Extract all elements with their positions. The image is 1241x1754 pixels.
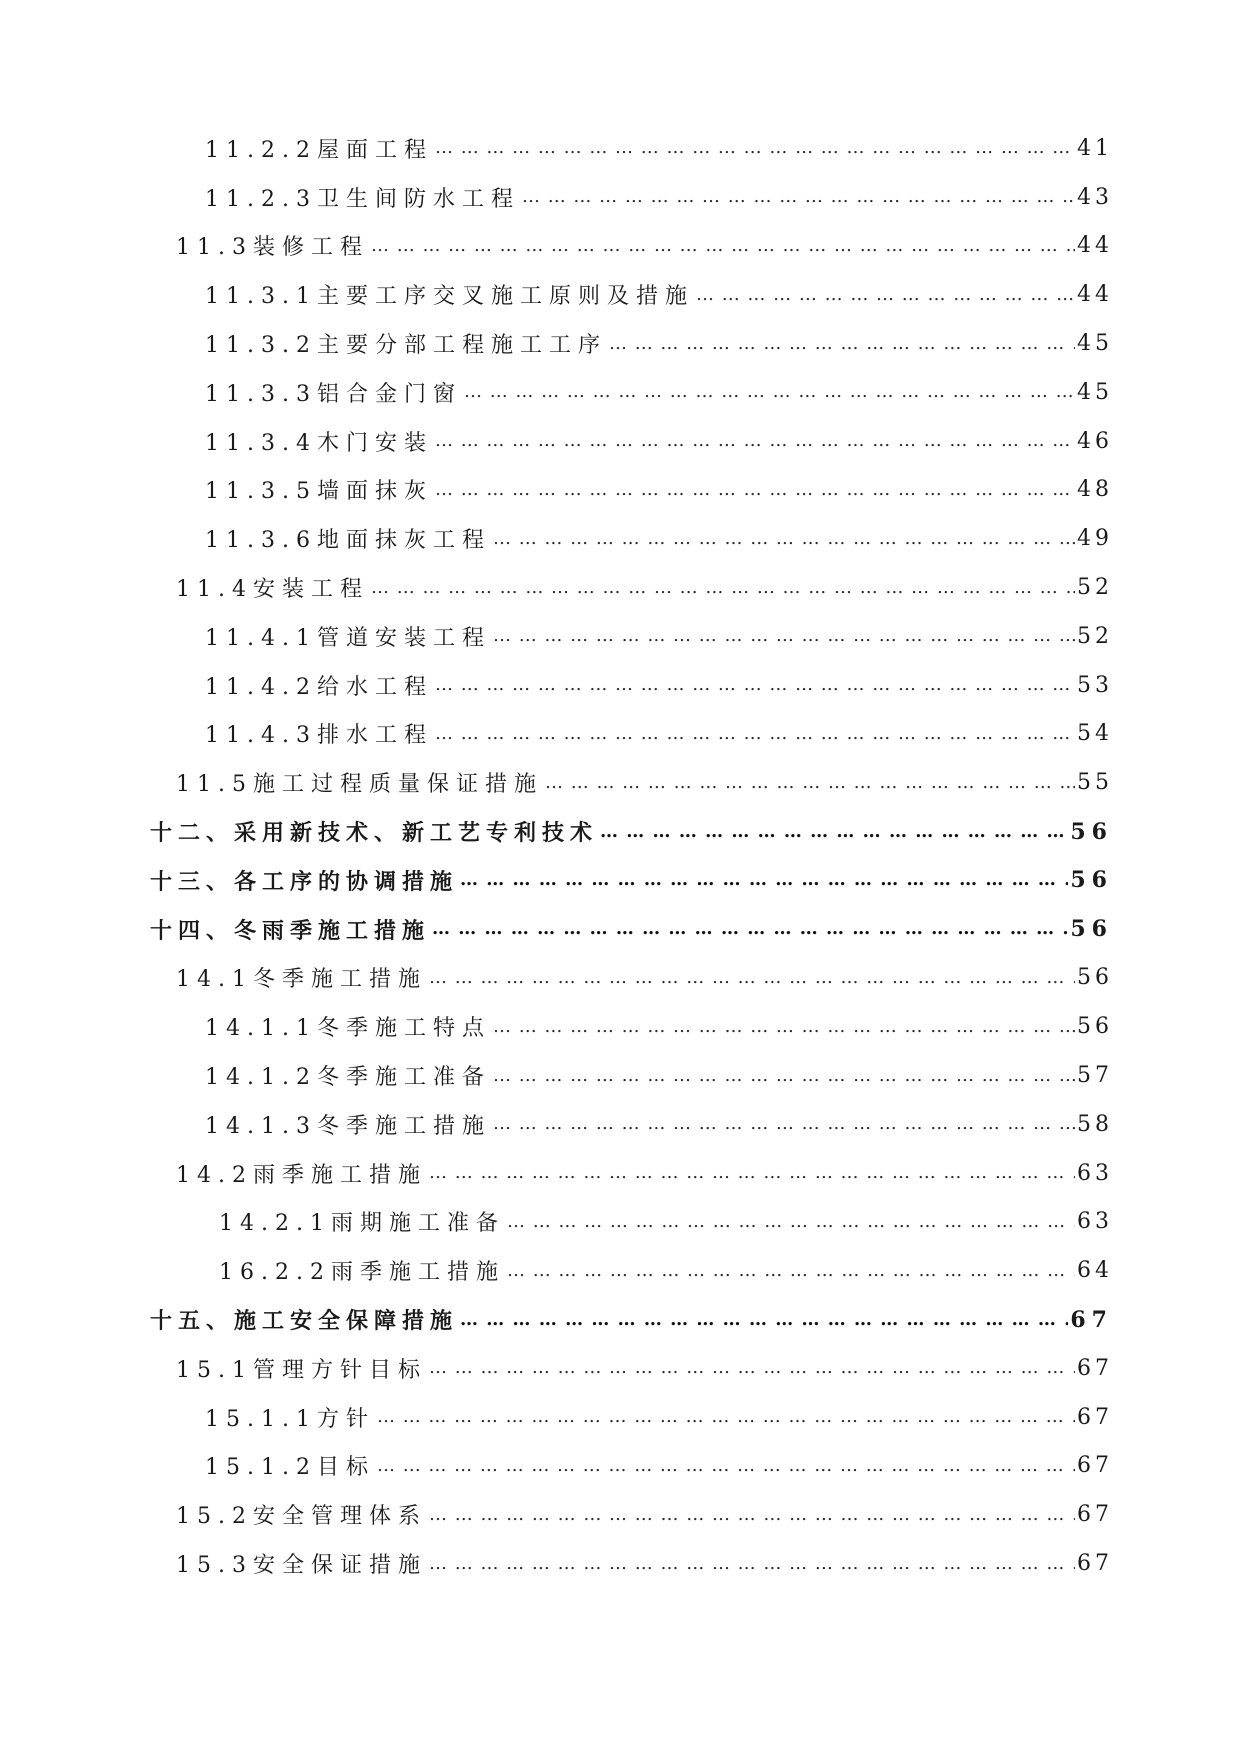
- toc-entry-title: 11.3.2主要分部工程施工工序: [205, 333, 607, 359]
- toc-dot-leader: [460, 871, 1068, 889]
- toc-entry-page-number: 43: [1077, 184, 1113, 210]
- toc-entry-title: 十二、采用新技术、新工艺专利技术: [150, 820, 599, 847]
- toc-entry[interactable]: [0, 173, 1241, 222]
- toc-entry[interactable]: [0, 1393, 1241, 1442]
- toc-dot-leader: [371, 579, 1075, 597]
- toc-entry[interactable]: [0, 1442, 1241, 1491]
- toc-dot-leader: [507, 1262, 1075, 1280]
- toc-entry-page-number: 58: [1077, 1111, 1113, 1137]
- toc-entry[interactable]: [0, 319, 1241, 368]
- toc-entry-title: 15.1.1方针: [205, 1406, 375, 1432]
- toc-entry[interactable]: [0, 270, 1241, 319]
- toc-entry[interactable]: [0, 1149, 1241, 1198]
- toc-entry[interactable]: [0, 954, 1241, 1003]
- toc-dot-leader: [600, 823, 1068, 841]
- toc-entry-title: 11.5施工过程质量保证措施: [176, 772, 543, 798]
- toc-entry[interactable]: [0, 222, 1241, 271]
- toc-dot-leader: [429, 1164, 1075, 1182]
- toc-entry-page-number: 44: [1077, 233, 1113, 259]
- toc-dot-leader: [429, 1359, 1075, 1377]
- toc-entry-title: 11.3.4木门安装: [205, 430, 433, 456]
- toc-entry-page-number: 48: [1077, 477, 1113, 503]
- toc-entry-title: 15.1管理方针目标: [176, 1357, 427, 1383]
- toc-entry-page-number: 52: [1077, 575, 1113, 601]
- toc-dot-leader: [522, 188, 1075, 206]
- toc-entry[interactable]: [0, 1246, 1241, 1295]
- toc-entry-title: 11.3.1主要工序交叉施工原则及措施: [205, 284, 694, 310]
- toc-entry-page-number: 56: [1070, 818, 1113, 845]
- toc-dot-leader: [493, 627, 1075, 645]
- toc-entry-page-number: 56: [1070, 867, 1113, 894]
- toc-entry[interactable]: [0, 758, 1241, 807]
- toc-entry-title: 11.4安装工程: [176, 577, 369, 603]
- table-of-contents: [0, 124, 1241, 1588]
- toc-entry-title: 15.2安全管理体系: [176, 1504, 427, 1530]
- toc-dot-leader: [435, 139, 1075, 157]
- toc-entry-title: 14.1.2冬季施工准备: [205, 1065, 491, 1091]
- toc-entry-title: 11.4.2给水工程: [205, 674, 433, 700]
- toc-entry-title: 14.1.3冬季施工措施: [205, 1113, 491, 1139]
- toc-entry[interactable]: [0, 710, 1241, 759]
- toc-entry-title: 11.3装修工程: [176, 235, 369, 261]
- toc-entry-page-number: 67: [1077, 1551, 1113, 1576]
- toc-entry-page-number: 67: [1070, 1306, 1113, 1333]
- toc-dot-leader: [377, 1457, 1075, 1475]
- toc-dot-leader: [493, 1067, 1075, 1085]
- toc-entry-title: 11.2.3卫生间防水工程: [205, 186, 520, 212]
- toc-entry-page-number: 49: [1077, 526, 1113, 552]
- toc-dot-leader: [493, 1018, 1075, 1036]
- toc-entry-title: 14.2雨季施工措施: [176, 1162, 427, 1188]
- toc-entry-page-number: 64: [1077, 1258, 1113, 1284]
- toc-entry[interactable]: [0, 1002, 1241, 1051]
- toc-dot-leader: [696, 286, 1075, 304]
- toc-entry-page-number: 45: [1077, 331, 1113, 357]
- toc-dot-leader: [545, 774, 1075, 792]
- toc-entry-page-number: 63: [1077, 1160, 1113, 1186]
- toc-entry[interactable]: [0, 417, 1241, 466]
- toc-entry[interactable]: [0, 612, 1241, 661]
- toc-entry-page-number: 45: [1077, 379, 1113, 405]
- toc-entry-title: 11.3.6地面抹灰工程: [205, 528, 491, 554]
- toc-dot-leader: [464, 383, 1075, 401]
- toc-entry-title: 十三、各工序的协调措施: [150, 868, 459, 895]
- toc-entry-page-number: 67: [1077, 1502, 1113, 1528]
- toc-entry[interactable]: [0, 1051, 1241, 1100]
- toc-entry[interactable]: [0, 1490, 1241, 1539]
- toc-entry[interactable]: [0, 905, 1241, 954]
- toc-dot-leader: [435, 432, 1075, 450]
- toc-entry-page-number: 67: [1077, 1355, 1113, 1381]
- toc-entry-title: 11.4.1管道安装工程: [205, 625, 491, 651]
- toc-dot-leader: [493, 1115, 1075, 1133]
- toc-entry-title: 11.3.3铝合金门窗: [205, 381, 462, 407]
- toc-entry-title: 11.4.3排水工程: [205, 723, 433, 749]
- toc-dot-leader: [435, 481, 1075, 499]
- toc-dot-leader: [609, 335, 1075, 353]
- toc-entry-title: 15.3安全保证措施: [176, 1553, 427, 1578]
- toc-entry-title: 十五、施工安全保障措施: [150, 1308, 459, 1335]
- toc-entry[interactable]: [0, 368, 1241, 417]
- toc-entry[interactable]: [0, 856, 1241, 905]
- toc-entry-title: 14.1冬季施工措施: [176, 967, 427, 993]
- toc-entry[interactable]: [0, 1295, 1241, 1344]
- toc-dot-leader: [429, 1555, 1075, 1573]
- toc-dot-leader: [429, 1506, 1075, 1524]
- toc-entry-title: 16.2.2雨季施工措施: [219, 1260, 505, 1286]
- toc-entry-page-number: 55: [1077, 770, 1113, 796]
- toc-entry[interactable]: [0, 563, 1241, 612]
- toc-entry[interactable]: [0, 1344, 1241, 1393]
- toc-entry[interactable]: [0, 1539, 1241, 1588]
- toc-entry-page-number: 44: [1077, 282, 1113, 308]
- toc-entry[interactable]: [0, 124, 1241, 173]
- toc-dot-leader: [432, 920, 1068, 938]
- toc-dot-leader: [435, 725, 1075, 743]
- toc-entry-page-number: 56: [1077, 1014, 1113, 1040]
- toc-entry-title: 14.1.1冬季施工特点: [205, 1016, 491, 1042]
- toc-entry-title: 15.1.2目标: [205, 1455, 375, 1481]
- toc-entry[interactable]: [0, 807, 1241, 856]
- toc-entry-title: 十四、冬雨季施工措施: [150, 917, 431, 944]
- toc-dot-leader: [460, 1311, 1068, 1329]
- toc-entry[interactable]: [0, 1100, 1241, 1149]
- toc-entry-title: 11.3.5墙面抹灰: [205, 479, 433, 505]
- toc-entry-page-number: 54: [1077, 721, 1113, 747]
- toc-entry[interactable]: [0, 661, 1241, 710]
- toc-entry[interactable]: [0, 514, 1241, 563]
- toc-dot-leader: [493, 530, 1075, 548]
- toc-entry[interactable]: [0, 466, 1241, 515]
- toc-entry-page-number: 56: [1070, 916, 1113, 943]
- toc-entry-page-number: 41: [1077, 135, 1113, 161]
- toc-dot-leader: [435, 676, 1075, 694]
- toc-entry-title: 11.2.2屋面工程: [205, 137, 433, 163]
- toc-dot-leader: [377, 1408, 1075, 1426]
- toc-dot-leader: [507, 1213, 1075, 1231]
- toc-entry-page-number: 56: [1077, 965, 1113, 991]
- toc-entry-page-number: 46: [1077, 428, 1113, 454]
- toc-entry-page-number: 53: [1077, 672, 1113, 698]
- toc-dot-leader: [371, 237, 1075, 255]
- toc-entry-page-number: 57: [1077, 1063, 1113, 1089]
- toc-dot-leader: [429, 969, 1075, 987]
- toc-entry-page-number: 67: [1077, 1404, 1113, 1430]
- toc-entry-page-number: 52: [1077, 623, 1113, 649]
- toc-entry-title: 14.2.1雨期施工准备: [219, 1211, 505, 1237]
- toc-entry-page-number: 63: [1077, 1209, 1113, 1235]
- toc-entry-page-number: 67: [1077, 1453, 1113, 1479]
- toc-entry[interactable]: [0, 1198, 1241, 1247]
